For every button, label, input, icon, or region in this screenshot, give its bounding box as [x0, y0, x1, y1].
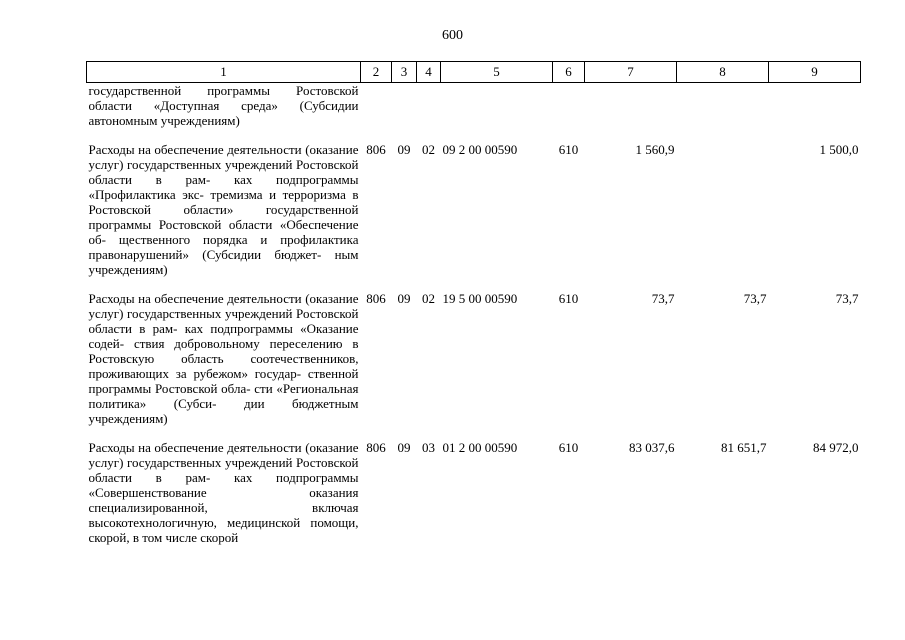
ministry-code: 806 — [366, 142, 386, 157]
amount-year-3: 84 972,0 — [813, 440, 859, 455]
description-line: (оказание услуг) государственных — [88, 142, 359, 172]
description-line: ках подпрограммы «Совершенствование — [88, 470, 359, 500]
column-header: 4 — [417, 62, 441, 83]
description-line: Ростовской области «Обеспечение об- — [88, 217, 359, 247]
section-code: 09 — [397, 142, 411, 157]
page-number: 600 — [442, 28, 463, 43]
row-description — [87, 83, 361, 143]
description-line: высокотехнологичную, медицинской — [88, 515, 301, 530]
description-line: ственной программы Ростовской обла- — [88, 366, 359, 396]
description-line: Ростовскую область соотечественников, — [88, 351, 359, 366]
description-line: тремизма и терроризма в Ростовской — [88, 187, 359, 217]
description-line: (оказание услуг) государственных — [88, 440, 359, 470]
amount-year-2: 81 651,7 — [721, 440, 767, 455]
row-description — [87, 142, 361, 291]
column-header: 6 — [553, 62, 585, 83]
description-line: ствия добровольному переселению в — [133, 336, 359, 351]
subsection-code: 02 — [422, 291, 435, 306]
section-code — [392, 83, 417, 143]
description-line: ным учреждениям) — [88, 247, 359, 277]
target-article-code: 19 5 00 00590 — [442, 291, 518, 306]
table-row — [87, 83, 861, 143]
subsection-code: 03 — [422, 440, 435, 455]
description-line: (оказание услуг) государственных — [88, 291, 359, 321]
target-article-code — [441, 83, 553, 143]
section-code: 09 — [397, 291, 411, 306]
amount-year-2: 73,7 — [743, 291, 767, 306]
column-header: 7 — [585, 62, 677, 83]
column-header: 1 — [87, 62, 361, 83]
amount-year-2 — [677, 142, 769, 291]
row-description — [87, 440, 361, 545]
description-line: правонарушений» (Субсидии бюджет- — [88, 247, 322, 262]
description-line: области» государственной программы — [88, 202, 359, 232]
description-line: учреждений Ростовской области в рам- — [88, 157, 359, 187]
description-line: помощи, скорой, в том числе скорой — [88, 515, 359, 545]
description-line: ках подпрограммы «Оказание содей- — [88, 321, 359, 351]
description-line: государственной программы Ростовской — [88, 83, 359, 98]
amount-year-3 — [769, 83, 861, 143]
description-line: проживающих за рубежом» государ- — [88, 366, 302, 381]
column-header: 2 — [361, 62, 392, 83]
ministry-code — [361, 83, 392, 143]
target-article-code: 09 2 00 00590 — [442, 142, 518, 157]
amount-year-1: 73,7 — [651, 291, 675, 306]
column-header: 3 — [392, 62, 417, 83]
description-line: Расходы на обеспечение деятельности — [88, 142, 302, 157]
table-row — [87, 440, 861, 545]
ministry-code: 806 — [366, 440, 386, 455]
amount-year-1: 1 560,9 — [635, 142, 675, 157]
description-line: автономным учреждениям) — [88, 113, 240, 128]
expense-type-code: 610 — [558, 291, 579, 306]
expense-type-code: 610 — [558, 440, 579, 455]
subsection-code: 02 — [422, 142, 435, 157]
description-line: ках подпрограммы «Профилактика экс- — [88, 172, 359, 202]
description-line: дии бюджетным учреждениям) — [88, 396, 359, 426]
description-line: оказания специализированной, включая — [88, 485, 359, 515]
description-line: сти «Региональная политика» (Субси- — [88, 381, 359, 411]
expense-type-code — [553, 83, 585, 143]
amount-year-3: 1 500,0 — [819, 142, 859, 157]
description-line: учреждений Ростовской области в рам- — [88, 455, 359, 485]
row-description — [87, 291, 361, 440]
amount-year-1: 83 037,6 — [629, 440, 675, 455]
table-row — [87, 291, 861, 440]
target-article-code: 01 2 00 00590 — [442, 440, 518, 455]
table-body — [87, 83, 861, 546]
column-header: 5 — [441, 62, 553, 83]
column-header: 9 — [769, 62, 861, 83]
amount-year-2 — [677, 83, 769, 143]
description-line: области «Доступная среда» (Субсидии — [88, 98, 359, 113]
description-line: учреждений Ростовской области в рам- — [88, 306, 359, 336]
budget-table — [86, 61, 861, 545]
expense-type-code: 610 — [558, 142, 579, 157]
description-line: щественного порядка и профилактика — [118, 232, 359, 247]
table-row — [87, 142, 861, 291]
section-code: 09 — [397, 440, 411, 455]
subsection-code — [417, 83, 441, 143]
table-header-row — [87, 62, 861, 83]
column-header: 8 — [677, 62, 769, 83]
description-line: Расходы на обеспечение деятельности — [88, 291, 302, 306]
description-line: Расходы на обеспечение деятельности — [88, 440, 302, 455]
amount-year-1 — [585, 83, 677, 143]
amount-year-3: 73,7 — [835, 291, 859, 306]
ministry-code: 806 — [366, 291, 386, 306]
